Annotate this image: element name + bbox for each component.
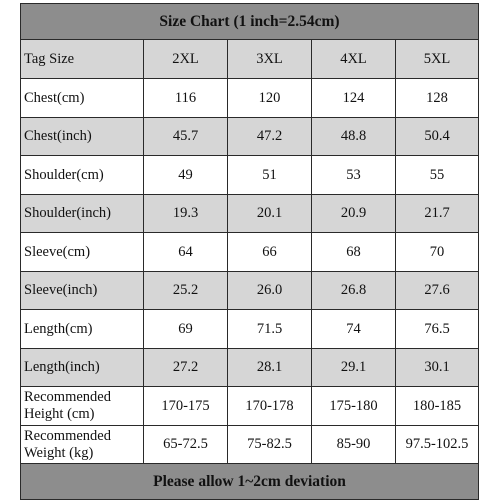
row-label: Recommended Weight (kg) <box>21 426 144 464</box>
table-cell: 49 <box>144 156 228 195</box>
table-cell: 29.1 <box>312 349 396 387</box>
table-cell: 65-72.5 <box>144 426 228 464</box>
table-row <box>21 387 479 426</box>
table-row <box>21 310 479 349</box>
table-row <box>21 233 479 272</box>
table-cell: 120 <box>228 79 312 118</box>
table-cell: 180-185 <box>396 387 479 426</box>
table-cell: 20.1 <box>228 195 312 233</box>
column-header: 3XL <box>228 40 312 79</box>
table-cell: 76.5 <box>396 310 479 349</box>
row-label: Chest(inch) <box>21 118 144 156</box>
row-label: Sleeve(inch) <box>21 272 144 310</box>
row-label: Recommended Height (cm) <box>21 387 144 426</box>
table-cell: 170-178 <box>228 387 312 426</box>
table-cell: 128 <box>396 79 479 118</box>
table-cell: 64 <box>144 233 228 272</box>
footer-row <box>21 464 479 500</box>
table-cell: 175-180 <box>312 387 396 426</box>
table-row <box>21 195 479 233</box>
table-row <box>21 349 479 387</box>
table-cell: 51 <box>228 156 312 195</box>
chart-title: Size Chart (1 inch=2.54cm) <box>21 4 479 40</box>
table-cell: 68 <box>312 233 396 272</box>
table-cell: 21.7 <box>396 195 479 233</box>
table-cell: 75-82.5 <box>228 426 312 464</box>
table-cell: 20.9 <box>312 195 396 233</box>
row-label: Length(inch) <box>21 349 144 387</box>
column-header: 2XL <box>144 40 228 79</box>
table-cell: 48.8 <box>312 118 396 156</box>
column-header: 5XL <box>396 40 479 79</box>
table-cell: 124 <box>312 79 396 118</box>
table-row <box>21 118 479 156</box>
row-label: Sleeve(cm) <box>21 233 144 272</box>
table-cell: 66 <box>228 233 312 272</box>
size-table <box>20 3 479 500</box>
table-cell: 27.6 <box>396 272 479 310</box>
table-row <box>21 156 479 195</box>
table-cell: 27.2 <box>144 349 228 387</box>
table-cell: 53 <box>312 156 396 195</box>
title-row <box>21 4 479 40</box>
table-cell: 74 <box>312 310 396 349</box>
column-header: 4XL <box>312 40 396 79</box>
table-cell: 26.0 <box>228 272 312 310</box>
table-cell: 85-90 <box>312 426 396 464</box>
table-cell: 45.7 <box>144 118 228 156</box>
table-cell: 97.5-102.5 <box>396 426 479 464</box>
table-cell: 26.8 <box>312 272 396 310</box>
table-cell: 25.2 <box>144 272 228 310</box>
table-cell: 69 <box>144 310 228 349</box>
table-cell: 50.4 <box>396 118 479 156</box>
deviation-note: Please allow 1~2cm deviation <box>21 464 479 500</box>
column-header: Tag Size <box>21 40 144 79</box>
row-label: Length(cm) <box>21 310 144 349</box>
row-label: Chest(cm) <box>21 79 144 118</box>
table-cell: 70 <box>396 233 479 272</box>
row-label: Shoulder(cm) <box>21 156 144 195</box>
table-cell: 170-175 <box>144 387 228 426</box>
table-cell: 30.1 <box>396 349 479 387</box>
header-row <box>21 40 479 79</box>
table-row <box>21 79 479 118</box>
table-cell: 55 <box>396 156 479 195</box>
table-cell: 116 <box>144 79 228 118</box>
table-cell: 47.2 <box>228 118 312 156</box>
table-cell: 28.1 <box>228 349 312 387</box>
row-label: Shoulder(inch) <box>21 195 144 233</box>
table-cell: 71.5 <box>228 310 312 349</box>
table-row <box>21 272 479 310</box>
table-cell: 19.3 <box>144 195 228 233</box>
table-row <box>21 426 479 464</box>
